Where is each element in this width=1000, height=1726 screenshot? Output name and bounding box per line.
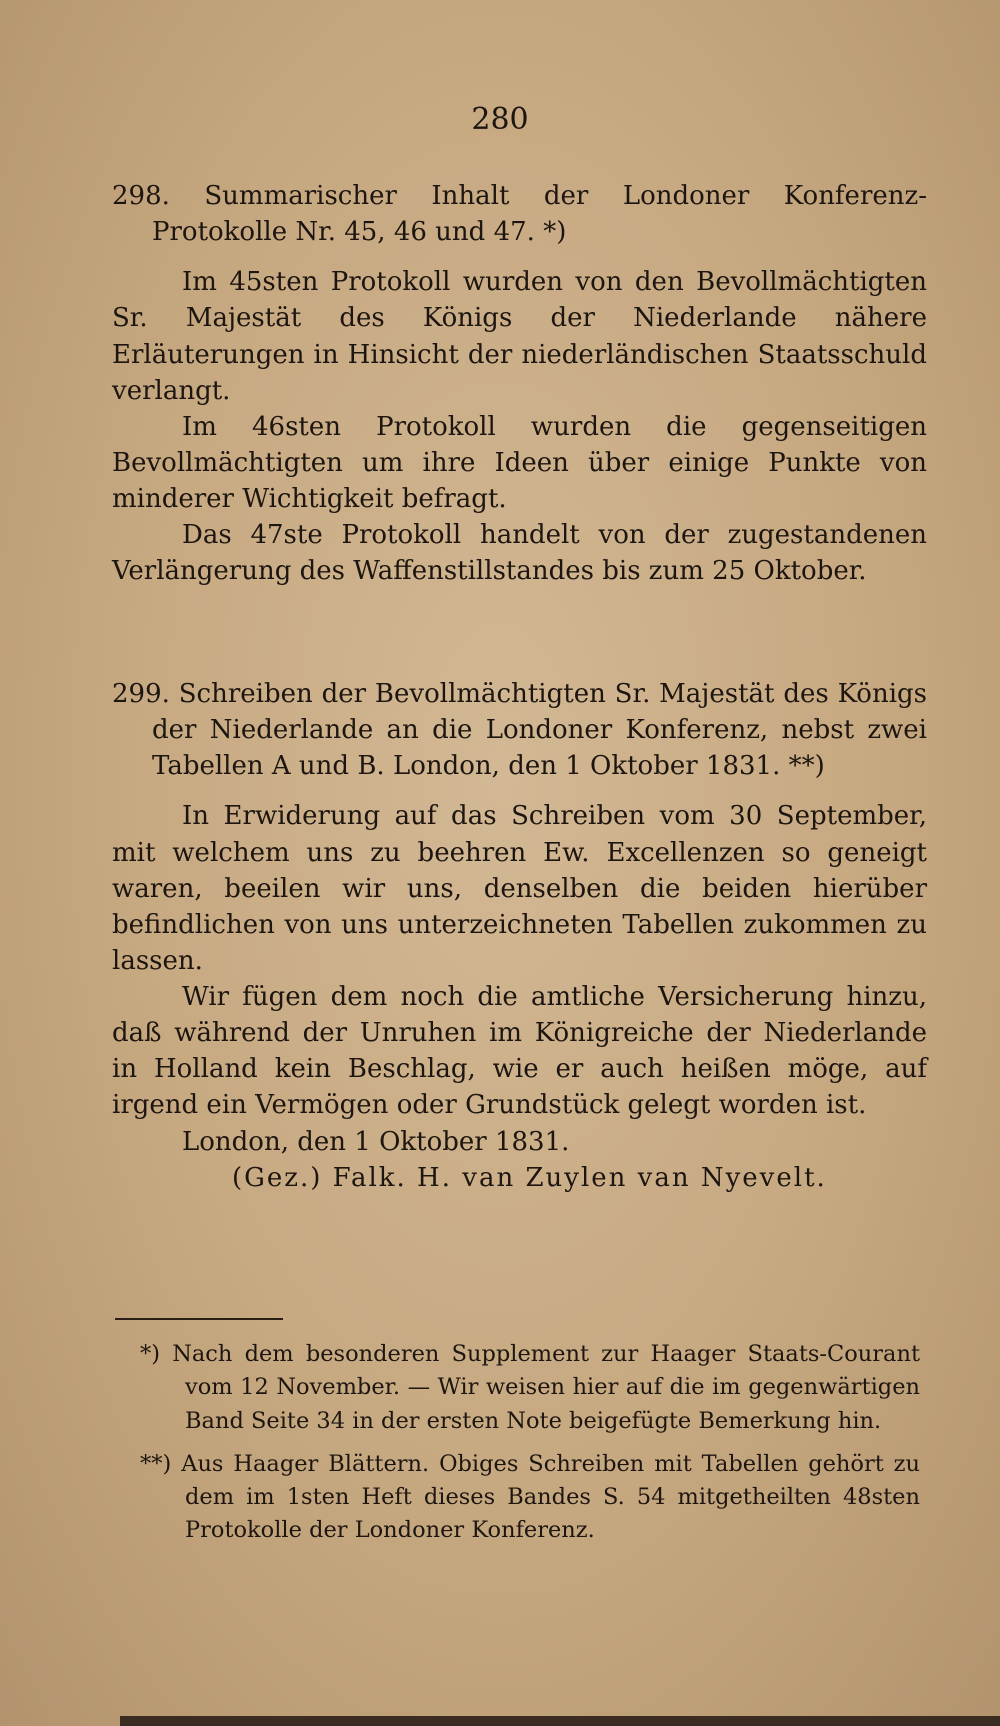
paragraph: Im 45sten Protokoll wurden von den Bevollmächtigten Sr. Majestät des Königs der Niederlande nähere Erläuterungen in Hinsicht der niederländischen Staatsschuld verlangt.: [112, 267, 927, 406]
footnotes: [140, 1338, 920, 1548]
paragraph: Im 46sten Protokoll wurden die gegenseitigen Bevollmächtigten um ihre Ideen über einige Punkte von minderer Wichtigkeit befragt.: [112, 411, 927, 514]
entry-299-heading: 299. Schreiben der Bevollmächtigten Sr. Majestät des Königs der Niederlande an die Londoner Konferenz, nebst zwei Tabellen A und B. London, den 1 Oktober 1831. **): [112, 679, 927, 782]
footnote-separator: [115, 1318, 283, 1320]
entry-298: [112, 178, 927, 589]
footnote: **) Aus Haager Blättern. Obiges Schreiben mit Tabellen gehört zu dem im 1sten Heft dieses Bandes S. 54 mitgetheilten 48sten Protokolle der Londoner Konferenz.: [140, 1450, 920, 1544]
entry-299: [112, 676, 927, 1196]
signature: (Gez.) Falk. H. van Zuylen van Nyevelt.: [232, 1162, 827, 1193]
entry-298-heading: 298. Summarischer Inhalt der Londoner Konferenz-Protokolle Nr. 45, 46 und 47. *): [112, 181, 927, 248]
paragraph: In Erwiderung auf das Schreiben vom 30 September, mit welchem uns zu beehren Ew. Excellenzen so geneigt waren, beeilen wir uns, denselben die beiden hierüber befindlichen von uns unterzeichneten Tabellen zukommen zu lassen.: [112, 801, 927, 976]
page-edge-shadow: [120, 1716, 1000, 1726]
page-number: 280: [471, 102, 529, 137]
paragraph: Wir fügen dem noch die amtliche Versicherung hinzu, daß während der Unruhen im Königreiche der Niederlande in Holland kein Beschlag, wie er auch heißen möge, auf irgend ein Vermögen oder Grundstück gelegt worden ist.: [112, 982, 927, 1121]
footnote: *) Nach dem besonderen Supplement zur Haager Staats-Courant vom 12 November. — Wir weisen hier auf die im gegenwärtigen Band Seite 34 in der ersten Note beigefügte Bemerkung hin.: [140, 1341, 920, 1434]
paragraph: Das 47ste Protokoll handelt von der zugestandenen Verlängerung des Waffenstillstandes bis zum 25 Oktober.: [112, 520, 927, 587]
dateline: London, den 1 Oktober 1831.: [182, 1126, 570, 1157]
